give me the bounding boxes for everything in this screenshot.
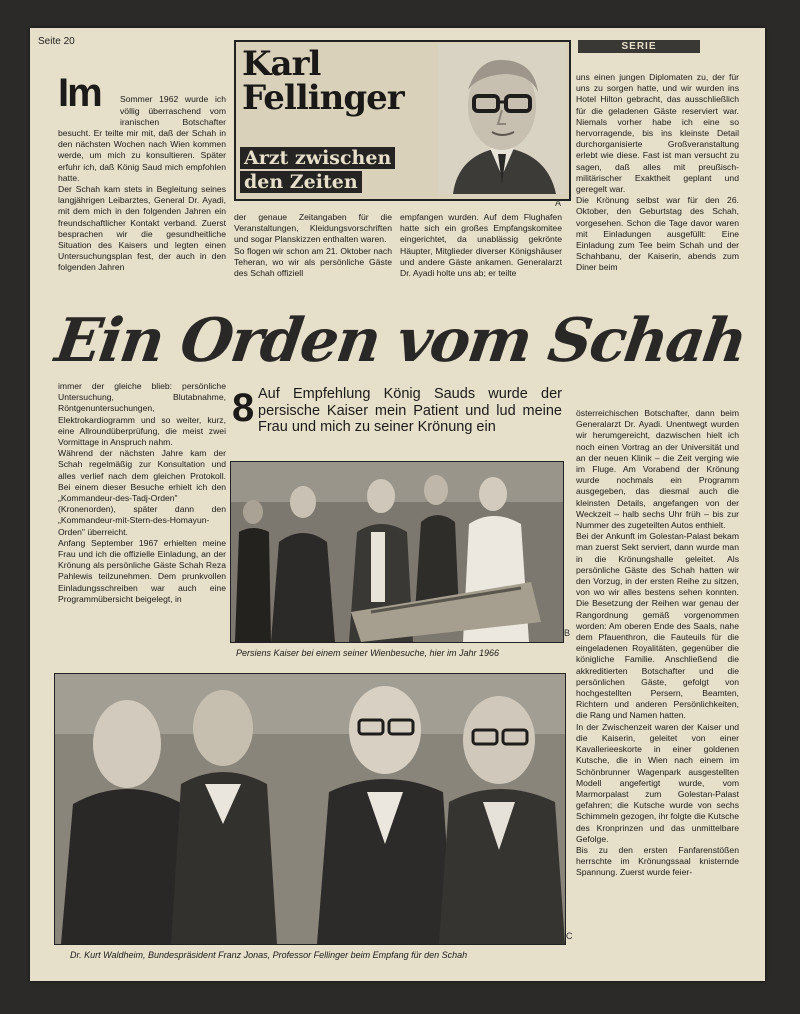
- photo-mark-c: C: [566, 931, 573, 941]
- section-label: SERIE: [578, 40, 700, 53]
- lead-number: 8: [232, 386, 255, 430]
- title-block: [234, 40, 571, 201]
- photo-mark-b: B: [564, 628, 571, 638]
- headline: Ein Orden vom Schah: [51, 306, 750, 376]
- photo-shah-visit: [230, 461, 564, 643]
- portrait-illustration: [438, 44, 565, 194]
- title-subtitle-line1: Arzt zwischen: [240, 147, 395, 169]
- photo-reception: [54, 673, 566, 945]
- caption-photo-shah-visit: Persiens Kaiser bei einem seiner Wienbesuche, hier im Jahr 1966: [236, 648, 500, 658]
- portrait-photo: [438, 44, 565, 194]
- caption-photo-reception: Dr. Kurt Waldheim, Bundespräsident Franz Jonas, Professor Fellinger beim Empfang für den Schah: [70, 950, 468, 960]
- intro-column-1: [58, 72, 226, 304]
- title-name-line1: Karl: [242, 44, 321, 84]
- photo-mark-a: A: [555, 198, 562, 208]
- photo-reception-illustration: [55, 674, 565, 944]
- page-number: Seite 20: [38, 36, 75, 47]
- body-column-1: immer der gleiche blieb: persönliche Untersuchung, Blutabnahme, Röntgenuntersuchungen, Elektrokardiogramm und so weiter, kurz, eine Allroundüberprüfung, die meist zwei Vormittage in Anspruch nahm. Während der nächsten Jahre kam der Schah regelmäßig zur Konsultation und alles verlief nach dem gleichen Protokoll. Bei einem dieser Besuche erhielt ich den „Kommandeur-des-Tadj-Orden" (Kronenorden), später dann den „Kommandeur-mit-Stern-des-Homayun-Orden" überreicht. Anfang September 1967 erhielten meine Frau und ich die offizielle Einladung, an der Krönung als persönliche Gäste Schah Reza Pahlewis teilzunehmen. Dem prunkvollen Einladungsschreiben war auch eine Programmübersicht beigelegt, in: [58, 381, 226, 604]
- photo-shah-visit-illustration: [231, 462, 563, 642]
- title-name-line2: Fellinger: [242, 78, 404, 118]
- lead-text: Auf Empfehlung König Sauds wurde der persische Kaiser mein Patient und lud meine Frau und mich zu seiner Krönung ein: [258, 386, 562, 435]
- newspaper-clipping: [30, 28, 765, 981]
- intro-column-1-text: Sommer 1962 wurde ich völlig überraschend vom iranischen Botschafter besucht. Er teilte mir mit, daß der Schah in den nächsten Wochen nach Wien kommen werde, um mich zu konsultieren. Später erfuhr ich, daß König Saud mich empfohlen hatte. Der Schah kam stets in Begleitung seines langjährigen Leibarztes, General Dr. Ayadi, mit dem mich in den folgenden Jahren ein freundschaftlicher Kontakt verband. Zuerst besprachen wir die gesundheitliche Situation des Kaisers und legten einen Untersuchungsplan fest, der auch in den folgenden Jahren: [58, 94, 226, 273]
- drop-cap: Im: [58, 71, 101, 115]
- body-column-4: österreichischen Botschafter, dann beim Generalarzt Dr. Ayadi. Unentwegt wurden wir herumgereicht, dazwischen hielt ich noch einen Vortrag an der Universität und an der neuen Klinik – die Zeit verging wie im Fluge. Am Vorabend der Krönung wurde nochmals ein Programm ausgegeben, das diesmal auch die kleinsten Details, angefangen von der Weckzeit – halb sechs Uhr früh – bis zur Nummer des zugeteilten Autos enthielt. Bei der Ankunft im Golestan-Palast bekam man zuerst Sekt serviert, dann wurde man in die Krönungshalle geleitet. Als persönliche Gäste des Schah hatten wir den Vorzug, in der ersten Reihe zu sitzen, von wo wir alles bestens sehen konnten. Die Besetzung der Reihen war genau der Rangordnung gemäß vorgenommen worden: Am oberen Ende des Saals, nahe dem Pfauenthron, die Fauteuils für die eingeladenen Royalitäten, gegenüber die königliche Familie. Anschließend die akkreditierten Botschafter und die persönlichen Gäste, gefolgt von hochgestellten Persern, Beamten, Richtern und anderen Persönlichkeiten, die Rang und Namen hatten. In der Zwischenzeit waren der Kaiser und die Kaiserin, geleitet von einer Kavallerieeskorte in einer goldenen Kutsche, die in Wien nach einem im Schönbrunner Wagenpark ausgestellten Modell angefertigt wurde, vom Marmorpalast zum Golestan-Palast gefahren; die Kutsche wurde von sechs Schimmeln gezogen, ihr folgte die Kutsche des Kronprinzen und das unmittelbare Gefolge. Bis zu den ersten Fanfarenstößen herrschte im Krönungssaal knisternde Spannung. Zuerst wurde feier-: [576, 408, 739, 878]
- intro-column-2: der genaue Zeitangaben für die Veranstaltungen, Kleidungsvorschriften und sogar Planskizzen enthalten waren. So flogen wir schon am 21. Oktober nach Teheran, wo wir als persönliche Gäste des Schah offiziell: [234, 212, 392, 279]
- intro-column-4: uns einen jungen Diplomaten zu, der für uns zu sorgen hatte, und wir wurden ins Hotel Hilton gebracht, das ausschließlich für die geladenen Gäste reserviert war. Niemals vorher habe ich eine so hervorragende, bis ins kleinste Detail durchorganisierte Großveranstaltung erlebt wie diese. Fast ist man versucht zu sagen, daß alles mit preußisch-militärischer Exaktheit geplant und geregelt war. Die Krönung selbst war für den 26. Oktober, den Geburtstag des Schah, vorgesehen. Schon die Tage davor waren mit Einladungen ausgefüllt: Eine Einladung zum Tee beim Schah und der Schahbanu, der Kaiserin, abends zum Diner beim: [576, 72, 739, 273]
- intro-column-3: empfangen wurden. Auf dem Flughafen hatte sich ein großes Empfangskomitee eingerichtet, da unablässig gekrönte Häupter, Mitglieder diverser Königshäuser und andere Gäste ankamen. Generalarzt Dr. Ayadi holte uns ab; er teilte: [400, 212, 562, 279]
- title-subtitle-line2: den Zeiten: [240, 171, 362, 193]
